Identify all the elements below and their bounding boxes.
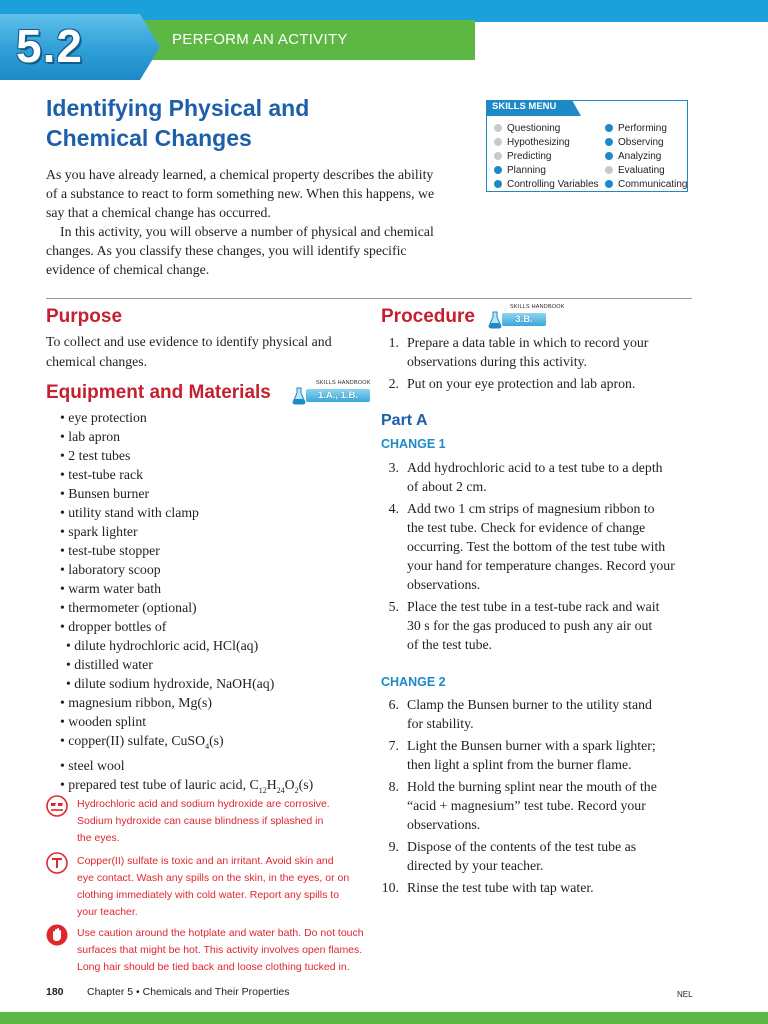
equipment-item: • wooden splint <box>60 714 147 729</box>
procedure-step-line <box>381 755 657 774</box>
change-1-steps <box>381 458 675 654</box>
equipment-item: • lab apron <box>60 429 120 444</box>
step-text: Prepare a data table in which to record your <box>407 335 649 350</box>
warning-line: your teacher. <box>77 906 138 918</box>
formula-text: H <box>266 776 277 792</box>
step-number: 9. <box>388 839 399 854</box>
procedure-intro-steps <box>381 333 648 393</box>
procedure-step-line <box>381 518 675 537</box>
step-text: observations. <box>407 577 481 592</box>
step-text: Add two 1 cm strips of magnesium ribbon to <box>407 501 655 516</box>
procedure-step-line <box>381 856 657 875</box>
equipment-item: • utility stand with clamp <box>60 505 199 520</box>
skills-menu-title: SKILLS MENU <box>492 101 557 112</box>
step-number: 6. <box>388 697 399 712</box>
skills-handbook-label: SKILLS HANDBOOK <box>316 380 371 386</box>
step-text: Dispose of the contents of the test tube as <box>407 839 637 854</box>
procedure-step-line <box>381 777 657 796</box>
procedure-step-line <box>381 878 657 897</box>
procedure-step <box>381 777 657 834</box>
equipment-item: • dropper bottles of <box>60 619 167 634</box>
skill-label: Predicting <box>507 150 552 162</box>
step-text: of the test tube. <box>407 637 493 652</box>
equipment-item: • steel wool <box>60 757 125 773</box>
step-text: “acid + magnesium” test tube. Record your <box>407 798 646 813</box>
skill-dot <box>605 166 613 174</box>
procedure-step-line <box>381 695 657 714</box>
formula-text: • prepared test tube of lauric acid, C <box>60 776 259 792</box>
header-banner-notch <box>455 20 473 60</box>
skill-label: Performing <box>618 122 667 134</box>
equipment-item: • laboratory scoop <box>60 562 161 577</box>
purpose-heading: Purpose <box>46 306 123 327</box>
skills-right-column <box>605 121 687 191</box>
skill-label: Communicating <box>618 178 688 190</box>
procedure-step-line <box>381 837 657 856</box>
publisher-mark: NEL <box>677 990 693 999</box>
procedure-step-line <box>381 458 675 477</box>
equipment-item: • test-tube rack <box>60 467 143 482</box>
flask-icon <box>488 311 502 329</box>
part-a-heading: Part A <box>381 412 428 429</box>
section-divider <box>46 298 692 299</box>
intro-line: of a substance to react to form something new. When this happens, we <box>46 186 435 201</box>
procedure-step <box>381 695 657 733</box>
skill-item <box>605 163 687 177</box>
intro-line: changes. As you classify these changes, you will identify specific <box>46 243 407 258</box>
step-number: 7. <box>388 738 399 753</box>
equipment-item: • Bunsen burner <box>60 486 150 501</box>
procedure-heading: Procedure <box>381 306 475 327</box>
intro-line: evidence of chemical change. <box>46 262 210 277</box>
formula-text: • copper(II) sulfate, CuSO <box>60 733 206 748</box>
procedure-step-line <box>381 714 657 733</box>
procedure-step-line <box>381 374 648 393</box>
step-text: Put on your eye protection and lab apron. <box>407 376 636 391</box>
formula-subscript: 24 <box>276 785 285 795</box>
procedure-step-line <box>381 796 657 815</box>
warning-line: Copper(II) sulfate is toxic and an irritant. Avoid skin and <box>77 855 334 867</box>
skill-label: Questioning <box>507 122 561 134</box>
skill-label: Controlling Variables <box>507 178 599 190</box>
step-number: 3. <box>388 460 399 475</box>
step-text: occurring. Test the bottom of the test tube with <box>407 539 666 554</box>
procedure-step <box>381 333 648 371</box>
procedure-step-line <box>381 556 675 575</box>
step-number: 2. <box>388 376 399 391</box>
warning-line: Long hair should be tied back and loose clothing tucked in. <box>77 961 350 973</box>
step-text: for stability. <box>407 716 474 731</box>
step-number: 5. <box>388 599 399 614</box>
skill-label: Hypothesizing <box>507 136 570 148</box>
warning-text <box>77 853 349 921</box>
skill-item <box>605 135 687 149</box>
equipment-item <box>60 731 313 756</box>
step-text: Add hydrochloric acid to a test tube to a depth <box>407 460 663 475</box>
formula-text: O <box>284 776 295 792</box>
skill-dot <box>494 124 502 132</box>
procedure-step-line <box>381 575 675 594</box>
step-text: of about 2 cm. <box>407 479 487 494</box>
corrosive-icon <box>46 795 68 817</box>
procedure-step-line <box>381 736 657 755</box>
procedure-step-line <box>381 597 675 616</box>
section-number: 5.2 <box>16 20 83 72</box>
step-text: the test tube. Check for evidence of change <box>407 520 646 535</box>
caution-hand-icon <box>46 924 68 946</box>
procedure-step-line <box>381 352 648 371</box>
step-number: 4. <box>388 501 399 516</box>
skills-handbook-badge[interactable]: 3.B. <box>502 313 546 326</box>
footer-bar <box>0 1012 768 1024</box>
purpose-line: To collect and use evidence to identify physical and <box>46 334 332 349</box>
warning-text <box>77 796 330 847</box>
skill-item <box>605 121 687 135</box>
equipment-item: • eye protection <box>60 410 147 425</box>
step-text: Clamp the Bunsen burner to the utility stand <box>407 697 652 712</box>
equipment-sub-item: • dilute hydrochloric acid, HCl(aq) <box>66 638 259 653</box>
procedure-step-line <box>381 499 675 518</box>
warning-line: the eyes. <box>77 832 120 844</box>
procedure-step-line <box>381 635 675 654</box>
warning-line: Use caution around the hotplate and water bath. Do not touch <box>77 927 364 939</box>
step-text: Hold the burning splint near the mouth of the <box>407 779 657 794</box>
step-text: Place the test tube in a test-tube rack and wait <box>407 599 660 614</box>
skill-label: Observing <box>618 136 664 148</box>
equipment-item: • spark lighter <box>60 524 138 539</box>
equipment-heading: Equipment and Materials <box>46 382 271 403</box>
skill-dot <box>605 152 613 160</box>
skill-item <box>605 149 687 163</box>
step-text: directed by your teacher. <box>407 858 544 873</box>
skill-dot <box>605 138 613 146</box>
formula-text: (s) <box>298 776 314 792</box>
procedure-step-line <box>381 477 675 496</box>
warning-line: Hydrochloric acid and sodium hydroxide are corrosive. <box>77 798 330 810</box>
warning-text <box>77 925 364 976</box>
skill-item <box>605 177 687 191</box>
procedure-step-line <box>381 537 675 556</box>
step-text: observations during this activity. <box>407 354 587 369</box>
equipment-item: • thermometer (optional) <box>60 600 197 615</box>
toxic-icon <box>46 852 68 874</box>
step-text: Light the Bunsen burner with a spark lighter; <box>407 738 656 753</box>
skill-dot <box>494 166 502 174</box>
formula-text: (s) <box>209 733 224 748</box>
procedure-step-line <box>381 333 648 352</box>
purpose-line: chemical changes. <box>46 354 148 369</box>
activity-label: PERFORM AN ACTIVITY <box>172 31 348 48</box>
procedure-step <box>381 878 657 897</box>
equipment-list <box>60 408 313 800</box>
change-2-steps <box>381 695 657 897</box>
change-2-heading: CHANGE 2 <box>381 675 446 689</box>
skill-label: Planning <box>507 164 546 176</box>
skill-item <box>494 149 599 163</box>
change-1-heading: CHANGE 1 <box>381 437 446 451</box>
step-number: 8. <box>388 779 399 794</box>
page-title-line1: Identifying Physical and <box>46 95 310 121</box>
warning-line: Sodium hydroxide can cause blindness if splashed in <box>77 815 324 827</box>
procedure-step <box>381 458 675 496</box>
skill-dot <box>605 180 613 188</box>
skill-label: Evaluating <box>618 164 665 176</box>
formula-subscript: 2 <box>294 785 299 795</box>
skill-item <box>494 177 599 191</box>
skill-label: Analyzing <box>618 150 662 162</box>
procedure-step <box>381 597 675 654</box>
step-text: observations. <box>407 817 481 832</box>
procedure-step <box>381 499 675 594</box>
procedure-step <box>381 374 648 393</box>
warning-line: clothing immediately with cold water. Report any spills to <box>77 889 340 901</box>
equipment-sub-item: • dilute sodium hydroxide, NaOH(aq) <box>66 676 275 691</box>
flask-icon <box>292 387 306 405</box>
formula-subscript: 4 <box>205 741 210 751</box>
step-number: 10. <box>381 880 399 895</box>
procedure-step <box>381 736 657 774</box>
skills-handbook-badge[interactable]: 1.A., 1.B. <box>306 389 370 402</box>
procedure-step-line <box>381 616 675 635</box>
equipment-sub-item: • distilled water <box>66 657 153 672</box>
step-text: 30 s for the gas produced to push any air out <box>407 618 653 633</box>
skill-dot <box>494 152 502 160</box>
chapter-title: Chapter 5 • Chemicals and Their Properties <box>87 986 290 998</box>
page-title-line2: Chemical Changes <box>46 125 252 151</box>
formula-subscript: 12 <box>258 785 267 795</box>
skill-item <box>494 121 599 135</box>
intro-line: say that a chemical change has occurred. <box>46 205 271 220</box>
warning-line: eye contact. Wash any spills on the skin, in the eyes, or on <box>77 872 350 884</box>
skill-dot <box>605 124 613 132</box>
skills-handbook-label: SKILLS HANDBOOK <box>510 304 565 310</box>
skills-left-column <box>494 121 599 191</box>
equipment-item: • 2 test tubes <box>60 448 131 463</box>
equipment-item: • magnesium ribbon, Mg(s) <box>60 695 212 710</box>
intro-line: As you have already learned, a chemical property describes the ability <box>46 167 434 182</box>
procedure-step <box>381 837 657 875</box>
intro-line: In this activity, you will observe a number of physical and chemical <box>60 224 434 239</box>
skill-dot <box>494 180 502 188</box>
page-number: 180 <box>46 986 64 998</box>
skill-dot <box>494 138 502 146</box>
skill-item <box>494 163 599 177</box>
step-text: Rinse the test tube with tap water. <box>407 880 594 895</box>
step-number: 1. <box>388 335 399 350</box>
skill-item <box>494 135 599 149</box>
step-text: your hand for temperature changes. Record your <box>407 558 675 573</box>
equipment-item: • warm water bath <box>60 581 161 596</box>
warning-line: surfaces that might be hot. This activity involves open flames. <box>77 944 363 956</box>
equipment-item: • test-tube stopper <box>60 543 160 558</box>
step-text: then light a splint from the burner flame. <box>407 757 632 772</box>
procedure-step-line <box>381 815 657 834</box>
